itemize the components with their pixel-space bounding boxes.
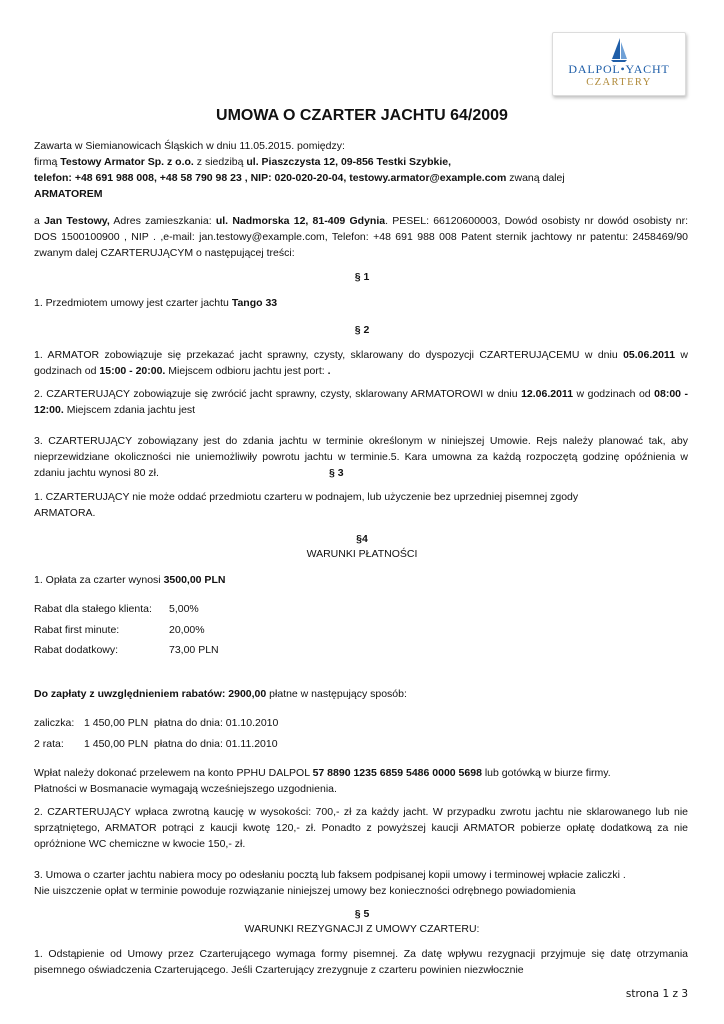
payment-info: Wpłat należy dokonać przelewem na konto PPHU DALPOL 57 8890 1235 6859 5486 0000 5698 lub gotówką w biurze firmy. Płatności w Bosmanacie wymagają wcześniejszego uzgodnienia. [34,767,611,795]
section-5-p1: 1. Odstąpienie od Umowy przez Czarterującego wymaga formy pisemnej. Za datę wpływu rezygnacji przyjmuje się datę otrzymania pisemnego oświadczenia Czarterującego. Jeśli Czarterujący zrezygnuje z czarteru powinien niezwłocznie [34,948,688,976]
section-1-heading: § 1 [354,271,370,283]
discount-label: Rabat dla stałego klienta: [34,603,152,615]
section-3-heading: § 3 [329,467,344,479]
section-3-text: 1. CZARTERUJĄCY nie może oddać przedmiotu czarteru w podnajem, lub użyczenie bez uprzedniej pisemnej zgody ARMATORA. [34,491,579,519]
installment-row: 2 rata: 1 450,00 PLN płatna do dnia: 01.11.2010 [34,738,278,750]
client-block: a Jan Testowy, Adres zamieszkania: ul. Nadmorska 12, 81-409 Gdynia. PESEL: 66120600003, Dowód osobisty nr dowód osobisty nr: DOS 1500100900 , NIP . ,e-mail: jan.testowy@example.com, Telefon: +48 691 988 008 Patent sternik jachtowy nr patentu: 2458469/90 zwanym dalej CZARTERUJĄCYM o następującej treści: [34,215,688,259]
charter-fee: 1. Opłata za czarter wynosi 3500,00 PLN [34,574,226,586]
discount-row [34,601,199,617]
section-4-p2: 2. CZARTERUJĄCY wpłaca zwrotną kaucję w wysokości: 700,- zł za każdy jacht. W przypadku zwrotu jachtu nie sklarowanego lub nie sprzątniętego, ARMATOR potrąci z kaucji kwotę 120,- zł. Ponadto z powyższej kaucji ARMATOR pobierze opłatę dodatkową za nie opróżnione WC chemiczne w kwocie 150,- zł. [34,806,688,850]
intro-line-4: ARMATOREM [34,188,103,200]
discount-row [34,622,205,638]
intro-line-2: firmą Testowy Armator Sp. z o.o. z siedzibą ul. Piaszczysta 12, 09-856 Testki Szybkie, [34,156,452,168]
section-5-heading: § 5 [354,908,370,920]
company-logo [552,32,686,96]
discount-value: 20,00% [169,624,205,636]
logo-subtitle: CZARTERY [586,77,652,88]
discount-label: Rabat dodatkowy: [34,644,119,656]
discount-value: 73,00 PLN [169,644,219,656]
sail-icon [609,37,629,63]
intro-block [34,138,688,202]
document-title: UMOWA O CZARTER JACHTU 64/2009 [216,107,508,124]
discount-row [34,642,219,658]
section-4-heading: §4 [356,533,368,545]
section-5-subheading: WARUNKI REZYGNACJI Z UMOWY CZARTERU: [244,923,480,935]
discount-value: 5,00% [169,603,199,615]
installment-row: zaliczka: 1 450,00 PLN płatna do dnia: 01.10.2010 [34,717,279,729]
logo-brand: DALPOL•YACHT [568,62,670,76]
total-due: Do zapłaty z uwzględnieniem rabatów: 2900,00 płatne w następujący sposób: [34,688,407,700]
section-1-text: 1. Przedmiotem umowy jest czarter jachtu Tango 33 [34,297,278,309]
intro-line-1: Zawarta w Siemianowicach Śląskich w dniu 11.05.2015. pomiędzy: [34,140,345,152]
discount-label: Rabat first minute: [34,624,120,636]
section-4-subheading: WARUNKI PŁATNOŚCI [306,548,418,560]
section-4-p3: 3. Umowa o czarter jachtu nabiera mocy po odesłaniu pocztą lub faksem podpisanej kopii umowy i terminowej wpłacie zaliczki . Nie uiszczenie opłat w terminie powoduje rozwiązanie niniejszej umowy bez konieczności odrębnego powiadomienia [34,869,626,897]
section-2-heading: § 2 [354,324,370,336]
section-2-p2: 2. CZARTERUJĄCY zobowiązuje się zwrócić jacht sprawny, czysty, sklarowany ARMATOROWI w dniu 12.06.2011 w godzinach od 08:00 - 12:00. Miejscem zdania jachtu jest [34,388,688,416]
intro-line-3: telefon: +48 691 988 008, +48 58 790 98 23 , NIP: 020-020-20-04, testowy.armator@example.com zwaną dalej [34,172,565,184]
section-2-p3: 3. CZARTERUJĄCY zobowiązany jest do zdania jachtu w terminie określonym w niniejszej Umowie. Rejs należy planować tak, aby nieprzewidziane okoliczności nie uniemożliwiły powrotu jachtu w terminie.5. Kara umowna za każdą rozpoczętą godzinę opóźnienia w zdaniu jachtu wynosi 80 zł. [34,435,688,479]
section-2-p1: 1. ARMATOR zobowiązuje się przekazać jacht sprawny, czysty, sklarowany do dyspozycji CZARTERUJĄCEMU w dniu 05.06.2011 w godzinach od 15:00 - 20:00. Miejscem odbioru jachtu jest port: . [34,349,689,377]
page-number: strona 1 z 3 [625,988,688,1000]
